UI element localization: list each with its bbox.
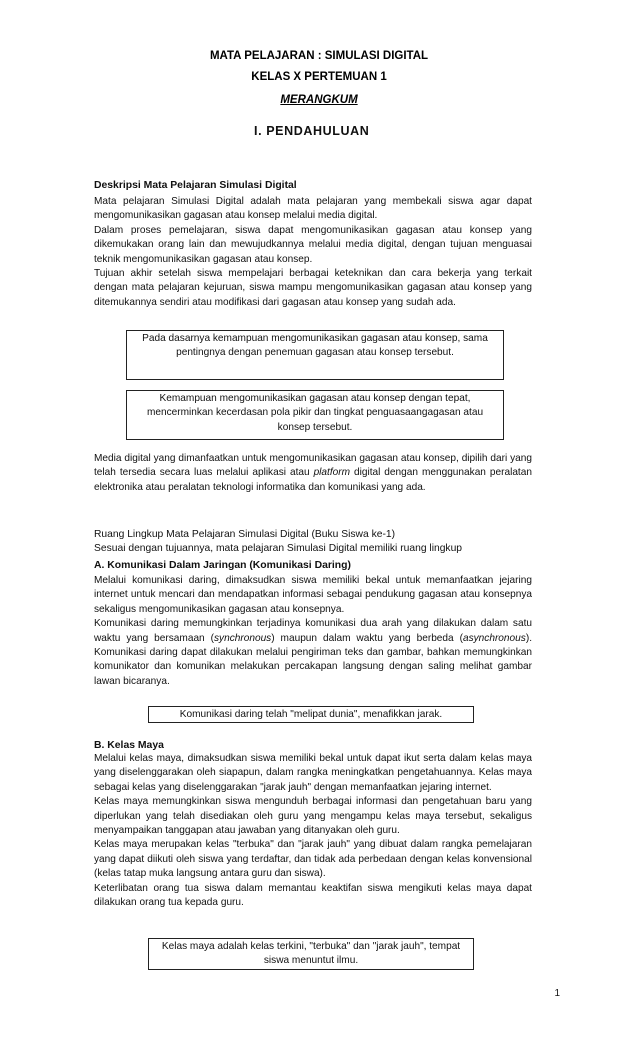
page-title: MERANGKUM [280, 94, 358, 106]
paragraph: Tujuan akhir setelah siswa mempelajari berbagai keteknikan dan cara bekerja yang terkait dengan mata pelajaran kejuruan, siswa mampu mengomunikasikan gagasan atau konsep yang ditemukannya sendiri atau modifikasi dari gagasan atau konsep yang sudah ada. [94, 268, 532, 308]
paragraph: Kelas maya memungkinkan siswa mengunduh berbagai informasi dan pengetahuan baru yang diperlukan yang telah disediakan oleh guru yang mengampu kelas maya tersebut, sekaligus menyampaikan tanggapan atau jawaban yang ditanyakan oleh guru. [94, 796, 532, 837]
media-text: digital dengan menggunakan peralatan elektronika atau peralatan teknologi informatika dan komunikasi yang ada. [94, 467, 532, 493]
section-b-heading: B. Kelas Maya [94, 740, 164, 751]
description-title: Deskripsi Mata Pelajaran Simulasi Digital [94, 180, 297, 191]
highlight-box: Kelas maya adalah kelas terkini, "terbuka" dan "jarak jauh", tempat siswa menuntut ilmu. [148, 938, 474, 970]
section-a-heading: A. Komunikasi Dalam Jaringan (Komunikasi Daring) [94, 560, 351, 571]
synchronous-term: synchronous [214, 632, 272, 644]
paragraph: Keterlibatan orang tua siswa dalam memantau keaktifan siswa mengikuti kelas maya dapat dilakukan orang tua kepada guru. [94, 882, 532, 909]
section-heading-pendahuluan: I. PENDAHULUAN [254, 124, 370, 138]
text-run: Komunikasi daring memungkinkan terjadinya komunikasi dua arah yang dilakukan dalam satu waktu yang bersamaan ( [94, 618, 532, 644]
paragraph: Melalui kelas maya, dimaksudkan siswa memiliki bekal untuk dapat ikut serta dalam kelas maya yang diselenggarakan oleh siapapun, dalam rangka meningkatkan pengetahuannya. Kelas maya sebagai kelas yang diselenggarakan "jarak jauh" dengan memanfaatkan jejaring internet. [94, 753, 532, 793]
class-title: KELAS X PERTEMUAN 1 [251, 71, 387, 83]
paragraph: Dalam proses pemelajaran, siswa dapat mengomunikasikan gagasan atau konsep yang dikemukakan orang lain dan mewujudkannya melalui media digital, dengan tujuan menguasai teknik mengomunikasikan gagasan atau konsep. [94, 224, 532, 265]
text-run: ) maupun dalam waktu yang berbeda ( [271, 632, 463, 644]
paragraph [94, 617, 532, 689]
asynchronous-term: asynchronous [462, 632, 526, 644]
paragraph: Melalui komunikasi daring, dimaksudkan siswa memiliki bekal untuk memanfaatkan jejaring internet untuk mencari dan mendapatkan informasi sebagai pendukung gagasan atau konsepnya sekaligus mengomunikasikan gagasan atau konsepnya. [94, 575, 532, 615]
text-run: ). Komunikasi daring dapat dilakukan melalui pengiriman teks dan gambar, bahkan memungkinkan komunikator dan komunikan melakukan percakapan langsung dengan saling melihat gambar lawan bicaranya. [94, 632, 532, 687]
scope-title: Ruang Lingkup Mata Pelajaran Simulasi Digital (Buku Siswa ke-1) [94, 529, 396, 540]
section-a-body [94, 574, 532, 689]
paragraph: Mata pelajaran Simulasi Digital adalah mata pelajaran yang membekali siswa agar dapat mengomunikasikan gagasan atau konsep melalui media digital. [94, 196, 532, 222]
paragraph: Kelas maya merupakan kelas "terbuka" dan "jarak jauh" yang dibuat dalam rangka pemelajaran yang dapat diikuti oleh siswa yang terdaftar, dan tidak ada perbedaan dengan kelas konvensional (kelas tatap muka langsung antara guru dan siswa). [94, 839, 532, 880]
highlight-box: Komunikasi daring telah "melipat dunia", menafikkan jarak. [148, 706, 474, 723]
highlight-box: Kemampuan mengomunikasikan gagasan atau konsep dengan tepat, mencerminkan kecerdasan pola pikir dan tingkat penguasaangagasan atau konsep tersebut. [126, 390, 504, 440]
scope-block [94, 528, 532, 557]
page-number: 1 [554, 988, 560, 999]
section-b-body [94, 752, 532, 910]
scope-line: Sesuai dengan tujuannya, mata pelajaran Simulasi Digital memiliki ruang lingkup [94, 543, 463, 555]
description-body [94, 195, 532, 310]
highlight-box: Pada dasarnya kemampuan mengomunikasikan gagasan atau konsep, sama pentingnya dengan penemuan gagasan atau konsep tersebut. [126, 330, 504, 380]
platform-term: platform [313, 467, 351, 479]
media-text: Media digital yang dimanfaatkan untuk mengomunikasikan gagasan atau konsep, dipilih dari yang telah tersedia secara luas melalui aplikasi atau [94, 453, 532, 479]
subject-title: MATA PELAJARAN : SIMULASI DIGITAL [209, 50, 429, 62]
media-paragraph [94, 452, 532, 495]
